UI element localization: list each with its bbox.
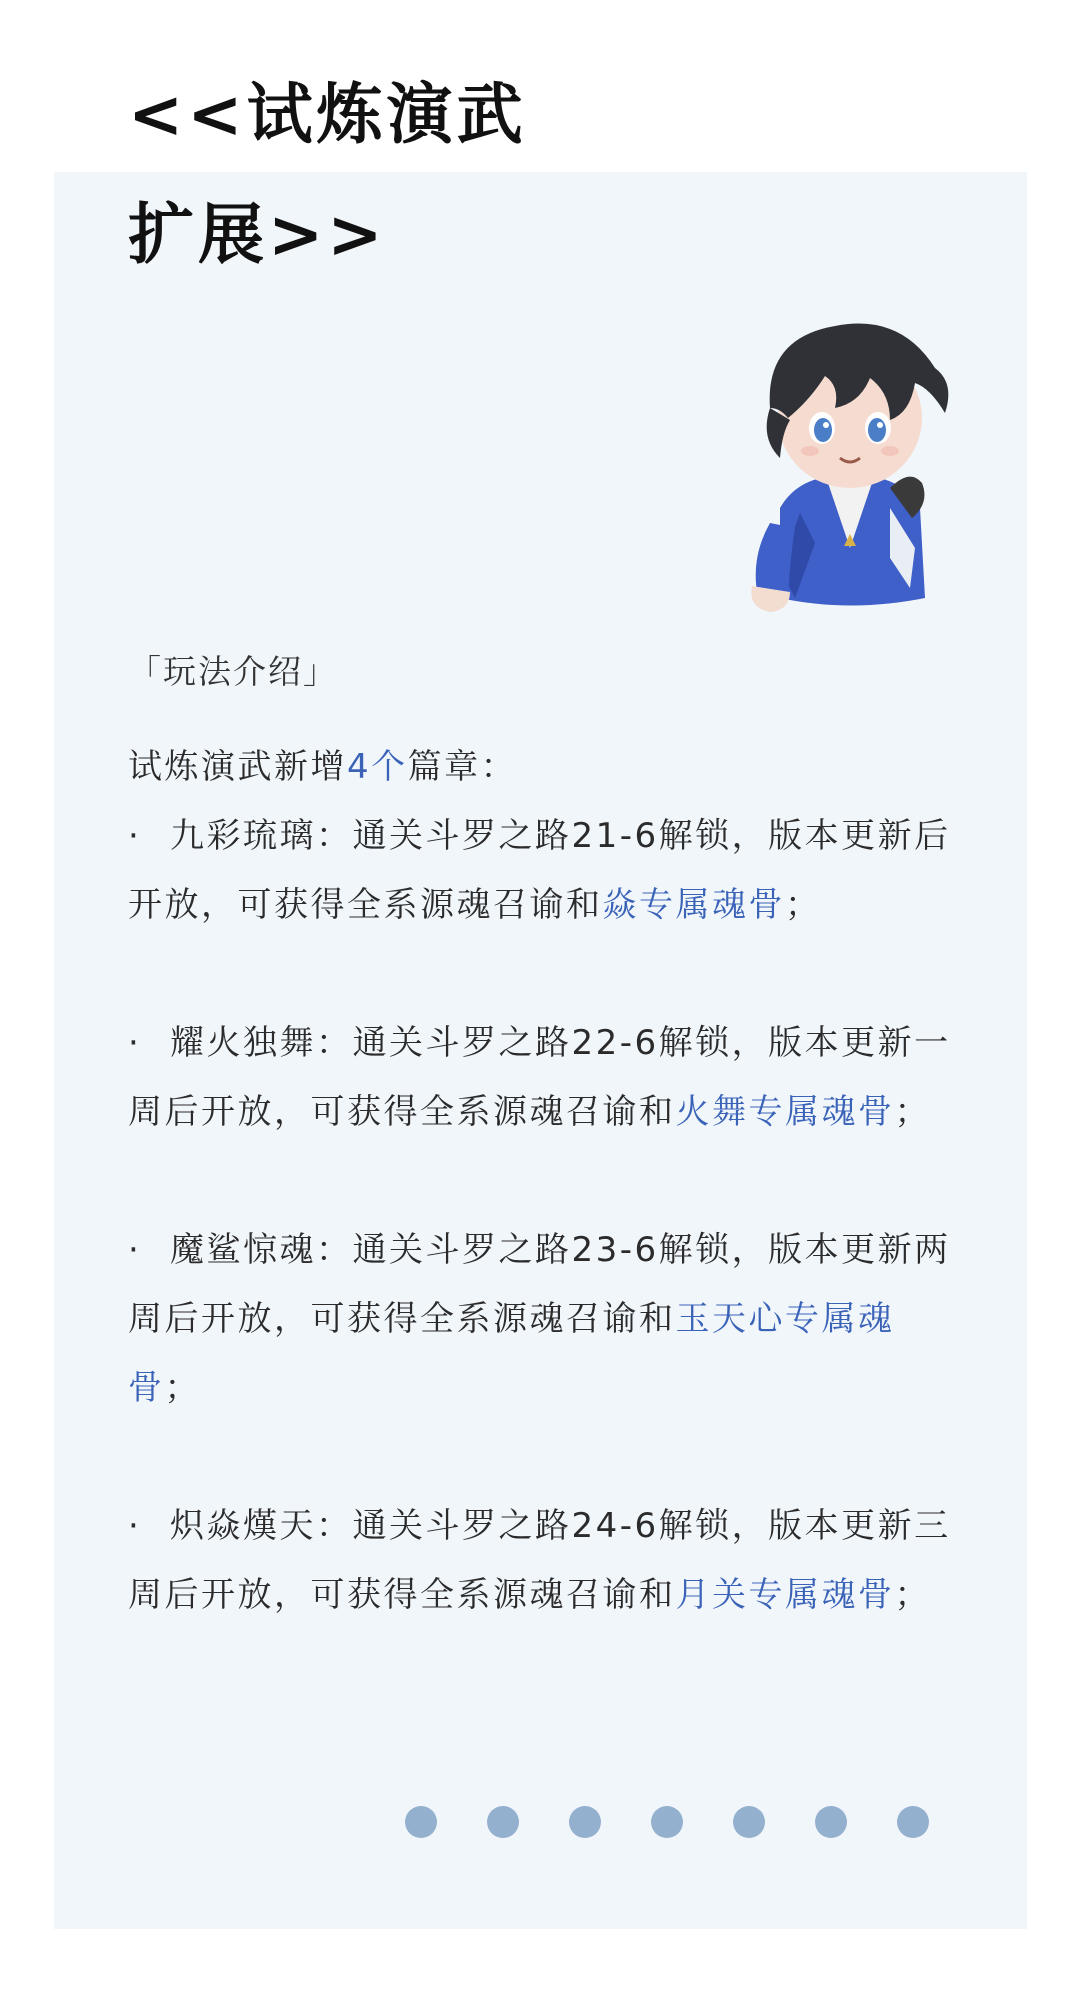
bullet: · — [128, 816, 142, 856]
intro-line — [128, 733, 958, 802]
chapter-text: 九彩琉璃：通关斗罗之路21-6解锁，版本更新后开放，可获得全系源魂召谕和 — [128, 816, 951, 925]
chapter-item — [128, 1216, 958, 1423]
pagination-dot[interactable] — [651, 1806, 683, 1838]
chapter-text: 炽焱熯天：通关斗罗之路24-6解锁，版本更新三周后开放，可获得全系源魂召谕和 — [128, 1506, 951, 1615]
pagination-dot[interactable] — [405, 1806, 437, 1838]
chibi-character-illustration — [740, 308, 960, 618]
bullet: · — [128, 1230, 142, 1270]
page-title: <<试炼演武 扩展>> — [128, 76, 527, 273]
chapter-reward: 焱专属魂骨 — [602, 885, 785, 925]
chapter-reward: 玉天心专属魂骨 — [128, 1299, 895, 1408]
chapter-end: ； — [894, 1092, 931, 1132]
chapter-end: ； — [164, 1368, 201, 1408]
bullet: · — [128, 1023, 142, 1063]
intro-prefix: 试炼演武新增 — [128, 747, 347, 787]
chapter-item — [128, 1492, 958, 1630]
chapter-item — [128, 1009, 958, 1147]
chapter-text: 魔鲨惊魂：通关斗罗之路23-6解锁，版本更新两周后开放，可获得全系源魂召谕和 — [128, 1230, 951, 1339]
pagination-dot[interactable] — [569, 1806, 601, 1838]
pagination-dot[interactable] — [733, 1806, 765, 1838]
pagination-dots — [405, 1806, 929, 1838]
chapter-text: 耀火独舞：通关斗罗之路22-6解锁，版本更新一周后开放，可获得全系源魂召谕和 — [128, 1023, 951, 1132]
intro-suffix: 篇章： — [407, 747, 518, 787]
bullet: · — [128, 1506, 142, 1546]
chapter-reward: 月关专属魂骨 — [675, 1575, 895, 1615]
chapter-count: 4个 — [347, 747, 408, 787]
pagination-dot[interactable] — [815, 1806, 847, 1838]
chapter-content — [128, 733, 958, 1630]
pagination-dot[interactable] — [487, 1806, 519, 1838]
chapter-end: ； — [785, 885, 822, 925]
chapter-item — [128, 802, 958, 940]
section-label: 「玩法介绍」 — [128, 652, 338, 691]
pagination-dot[interactable] — [897, 1806, 929, 1838]
chapter-reward: 火舞专属魂骨 — [675, 1092, 895, 1132]
chapter-end: ； — [894, 1575, 931, 1615]
